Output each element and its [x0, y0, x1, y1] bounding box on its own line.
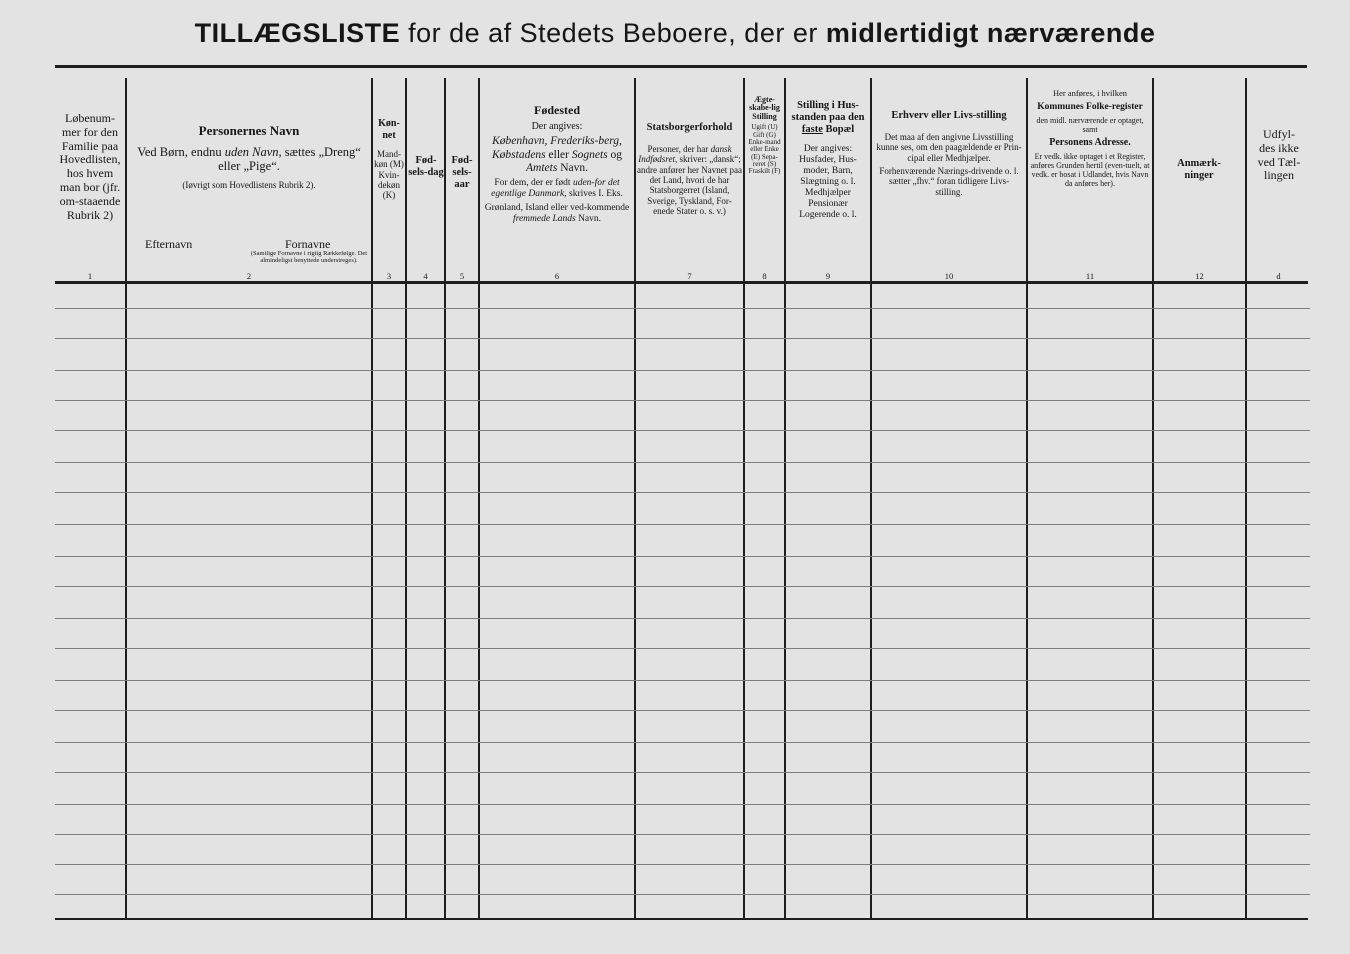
column-11-header: [1030, 89, 1150, 191]
column-4-header: Fød-sels-dag: [408, 155, 444, 179]
column-divider: [444, 78, 446, 920]
fornavne-note: (Samtlige Fornavne i rigtig Rækkefølge. Det almindeligst benyttede understreges).: [250, 251, 368, 264]
column-6-sub: Der angives:: [531, 120, 583, 132]
title-main: TILLÆGSLISTE: [194, 18, 401, 48]
column-8-number: 8: [762, 271, 767, 281]
title-end: midlertidigt nærværende: [825, 18, 1156, 48]
row-line: [55, 804, 1310, 805]
column-7-number: 7: [687, 271, 692, 281]
column-4-number: 4: [423, 271, 428, 281]
column-7-heading: Statsborgerforhold: [646, 122, 733, 133]
row-line: [55, 680, 1310, 681]
column-divider: [478, 78, 480, 920]
column-5-header: Fød-sels-aar: [451, 155, 473, 191]
row-line: [55, 648, 1310, 649]
column-3-text: Mand-køn (M) Kvin-dekøn (K): [374, 149, 404, 201]
column-6-header: [482, 104, 632, 228]
column-8-text: Ugift (U) Gift (G) Enke-mand eller Enke (E) Sepa-reret (S) Fraskilt (F): [748, 123, 781, 176]
column-10-text-2: Forhenværende Nærings-drivende o. l. sætter „fhv.“ foran tidligere Livs-stilling.: [879, 166, 1019, 197]
column-2-number: 2: [246, 271, 252, 281]
bottom-rule: [55, 918, 1308, 920]
column-divider: [784, 78, 786, 920]
row-line: [55, 742, 1310, 743]
column-10-header: [876, 110, 1022, 200]
column-6-abroad: For dem, der er født uden-for det egentlige Danmark, skrives I. Eks.: [491, 177, 623, 199]
column-1-number: 1: [87, 271, 93, 281]
row-line: [55, 462, 1310, 463]
efternavn-label: Efternavn: [145, 237, 193, 251]
column-10-number: 10: [944, 271, 954, 281]
column-d-header: Udfyl-des ikke ved Tæl-lingen: [1257, 128, 1301, 183]
row-line: [55, 710, 1310, 711]
column-divider: [743, 78, 745, 920]
form-title: [0, 18, 1350, 49]
row-line: [55, 586, 1310, 587]
column-9-heading: Stilling i Hus-standen paa den faste Bopæl: [791, 100, 865, 136]
column-divider: [125, 78, 127, 920]
row-line: [55, 618, 1310, 619]
column-2-instruction: Ved Børn, endnu uden Navn, sættes „Dreng“ eller „Pige“.: [137, 144, 361, 174]
column-d-number: d: [1276, 271, 1281, 281]
column-6-places: København, Frederiks-berg, Købstadens eller Sognets og Amtets Navn.: [491, 135, 622, 174]
column-11-heading-2: Personens Adresse.: [1049, 137, 1131, 149]
column-divider: [1152, 78, 1154, 920]
column-divider: [870, 78, 872, 920]
column-divider: [1245, 78, 1247, 920]
column-6-foreign: Grønland, Island eller ved-kommende fremmede Lands Navn.: [484, 202, 630, 224]
row-line: [55, 370, 1310, 371]
column-9-number: 9: [825, 271, 831, 281]
column-divider: [634, 78, 636, 920]
column-5-number: 5: [459, 271, 465, 281]
column-10-heading: Erhverv eller Livs-stilling: [891, 110, 1007, 121]
row-line: [55, 492, 1310, 493]
column-8-header: [745, 96, 784, 179]
header-bottom-rule: [55, 281, 1308, 284]
column-9-text: Der angives: Husfader, Hus-moder, Barn, Slægtning o. l. Medhjælper Pensionær Logerende o. l.: [799, 144, 857, 220]
column-11-number: 11: [1085, 271, 1095, 281]
column-11-text-1: den midl. nærværende er optaget, samt: [1036, 115, 1144, 134]
column-3-number: 3: [386, 271, 392, 281]
column-12-number: 12: [1195, 271, 1204, 281]
fornavne-label: Fornavne: [285, 237, 331, 251]
column-11-intro: Her anføres, i hvilken: [1052, 89, 1128, 98]
row-line: [55, 556, 1310, 557]
column-divider: [371, 78, 373, 920]
row-line: [55, 834, 1310, 835]
row-line: [55, 864, 1310, 865]
column-divider: [405, 78, 407, 920]
column-11-text-2: Er vedk. ikke optaget i et Register, anføres Grunden hertil (even-tuelt, at vedk. er bosat i Udlandet, hvis Navn da anføres her).: [1030, 151, 1150, 189]
column-2-heading: Personernes Navn: [198, 124, 300, 138]
column-divider: [1026, 78, 1028, 920]
column-10-text-1: Det maa af den angivne Livsstilling kunne ses, om den paagældende er Prin-cipal eller Medhjælper.: [876, 132, 1022, 163]
column-12-header: Anmærk-ninger: [1177, 158, 1221, 182]
column-3-header: [373, 118, 405, 204]
column-3-heading: Køn-net: [378, 118, 400, 141]
column-7-header: [637, 122, 742, 219]
column-2-note: (Iøvrigt som Hovedlistens Rubrik 2).: [182, 179, 316, 190]
column-1-header: Løbenum-mer for den Familie paa Hovedlisten, hos hvem man bor (jfr. om-staaende Rubrik 2): [59, 112, 121, 222]
column-2-header: [128, 124, 370, 193]
top-rule: [55, 65, 1307, 68]
column-6-number: 6: [554, 271, 560, 281]
title-middle: for de af Stedets Beboere, der er: [400, 18, 826, 48]
column-6-heading: Fødested: [534, 104, 580, 117]
row-line: [55, 338, 1310, 339]
row-line: [55, 524, 1310, 525]
row-line: [55, 894, 1310, 895]
column-8-heading: Ægte-skabe-lig Stilling: [749, 96, 780, 121]
row-line: [55, 400, 1310, 401]
column-9-header: [787, 100, 869, 224]
row-line: [55, 308, 1310, 309]
column-11-heading: Kommunes Folke-register: [1037, 101, 1143, 112]
row-line: [55, 772, 1310, 773]
column-7-text: Personer, der har dansk Indfødsret, skriver: „dansk“; andre anfører her Navnet paa det Land, hvori de har Statsborgerret (Island, Sverige, Tyskland, For-enede Stater o. s. v.): [637, 144, 742, 217]
row-line: [55, 430, 1310, 431]
